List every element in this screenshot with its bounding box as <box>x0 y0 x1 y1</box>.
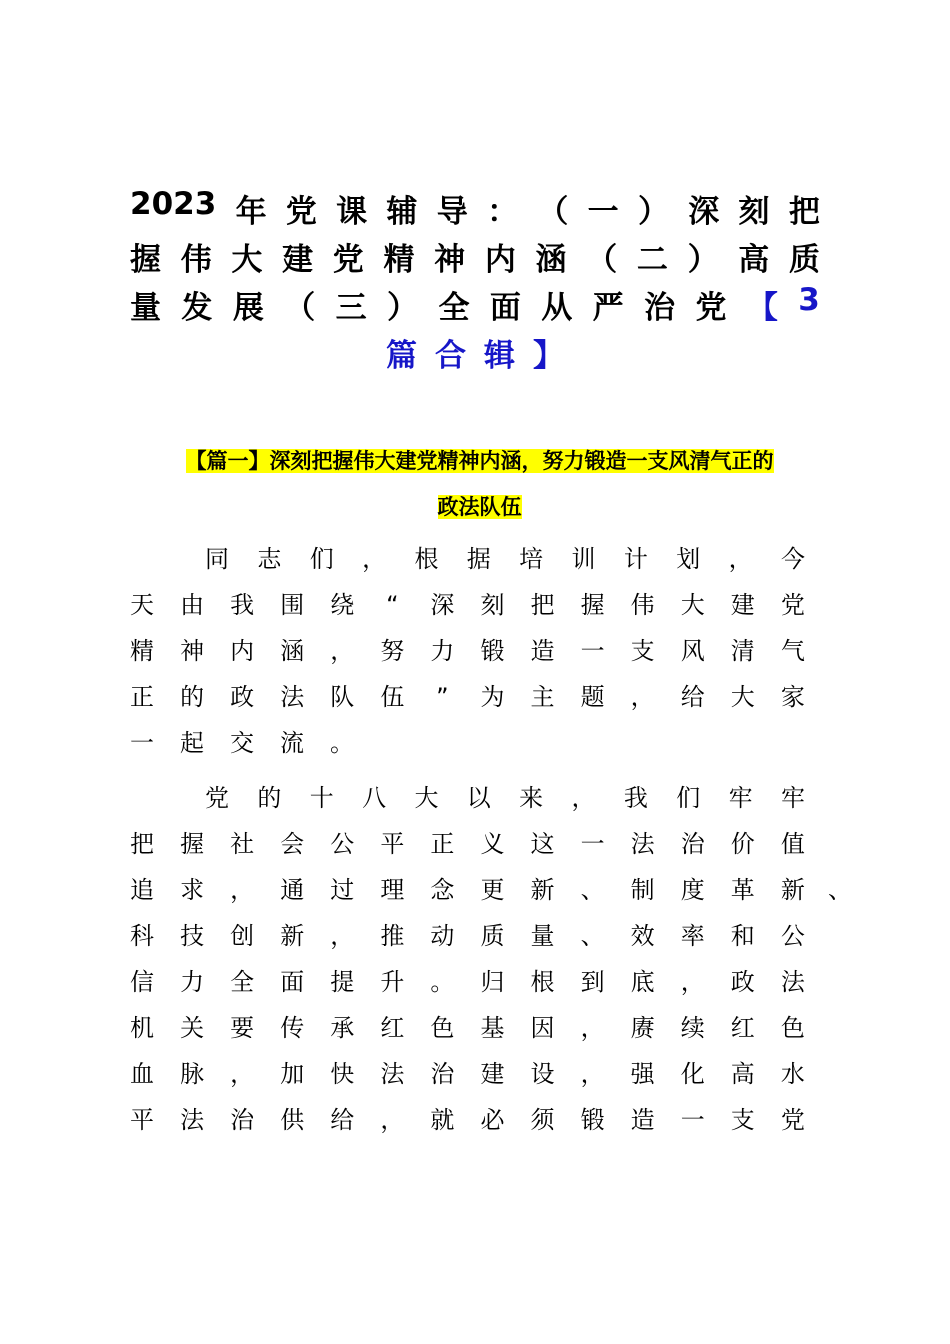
glyph: 培 <box>519 545 544 573</box>
glyph: 训 <box>571 545 596 573</box>
glyph: 全 <box>438 290 470 326</box>
glyph: 建 <box>730 591 755 619</box>
glyph: 面 <box>280 968 305 996</box>
glyph: 造 <box>630 1106 655 1134</box>
glyph: 必 <box>480 1106 505 1134</box>
glyph: 治 <box>680 830 705 858</box>
glyph: “ <box>386 591 399 619</box>
glyph: 红 <box>730 1014 755 1042</box>
glyph: 全 <box>230 968 255 996</box>
glyph: 牢 <box>780 784 805 812</box>
glyph: 色 <box>430 1014 455 1042</box>
glyph: 家 <box>780 683 805 711</box>
glyph: 平 <box>130 1106 154 1134</box>
title-line-4 <box>130 330 820 375</box>
glyph: 因 <box>530 1014 555 1042</box>
glyph: 神 <box>434 242 466 278</box>
glyph: 精 <box>130 637 154 665</box>
glyph: 建 <box>480 1060 505 1088</box>
glyph: 治 <box>430 1060 455 1088</box>
glyph: 神 <box>180 637 205 665</box>
glyph: 加 <box>280 1060 305 1088</box>
glyph: 高 <box>738 242 770 278</box>
glyph: ） <box>687 242 719 278</box>
glyph: 严 <box>592 290 624 326</box>
glyph: 们 <box>676 784 701 812</box>
glyph: 通 <box>280 876 305 904</box>
glyph: 天 <box>130 591 154 619</box>
glyph: 内 <box>484 242 516 278</box>
glyph: 高 <box>730 1060 755 1088</box>
glyph: 风 <box>680 637 705 665</box>
glyph: 的 <box>257 784 282 812</box>
glyph: 度 <box>680 876 705 904</box>
glyph: 大 <box>231 242 263 278</box>
glyph: ， <box>728 545 753 573</box>
glyph: 底 <box>630 968 655 996</box>
glyph: 治 <box>644 290 676 326</box>
glyph: 课 <box>336 194 368 230</box>
glyph: 刻 <box>480 591 505 619</box>
glyph: 锻 <box>580 1106 605 1134</box>
glyph: 发 <box>181 290 213 326</box>
glyph: 来 <box>519 784 544 812</box>
glyph: 科 <box>130 922 154 950</box>
glyph: ， <box>230 876 255 904</box>
paragraph-2-line-7 <box>130 1059 805 1089</box>
glyph: ） <box>387 290 419 326</box>
glyph: 治 <box>230 1106 255 1134</box>
paragraph-2-line-6 <box>130 1013 805 1043</box>
glyph: 供 <box>280 1106 305 1134</box>
glyph: 涵 <box>535 242 567 278</box>
glyph: 支 <box>730 1106 755 1134</box>
glyph: 为 <box>480 683 505 711</box>
glyph: 根 <box>530 968 555 996</box>
glyph: 牢 <box>728 784 753 812</box>
paragraph-1-line-5 <box>130 728 805 758</box>
glyph: 握 <box>180 830 205 858</box>
glyph: 今 <box>780 545 805 573</box>
glyph: ， <box>571 784 596 812</box>
glyph: 党 <box>780 1106 805 1134</box>
glyph: 革 <box>730 876 755 904</box>
glyph: 归 <box>480 968 505 996</box>
glyph: 深 <box>430 591 455 619</box>
glyph: 会 <box>280 830 305 858</box>
section-heading-line-2 <box>127 492 832 522</box>
glyph: 更 <box>480 876 505 904</box>
section-heading-line-1 <box>127 446 832 476</box>
glyph: 深 <box>688 194 720 230</box>
glyph: 一 <box>680 1106 705 1134</box>
glyph: 新 <box>280 922 305 950</box>
glyph: 绕 <box>330 591 355 619</box>
paragraph-1-line-3 <box>130 636 805 666</box>
glyph: 流 <box>280 729 304 757</box>
glyph: 量 <box>130 290 161 326</box>
glyph: 交 <box>230 729 254 757</box>
glyph: 就 <box>430 1106 455 1134</box>
glyph: （ <box>537 194 569 230</box>
glyph: 队 <box>330 683 355 711</box>
glyph: 给 <box>330 1106 355 1134</box>
section-heading-text-1: 【篇一】深刻把握伟大建党精神内涵，努力锻造一支风清气正的 <box>185 449 774 473</box>
glyph: 根 <box>414 545 439 573</box>
glyph-accent: 【 <box>746 290 778 326</box>
paragraph-2-line-3 <box>130 875 805 905</box>
glyph: 把 <box>130 830 154 858</box>
glyph: 篇 <box>386 338 417 374</box>
glyph: 技 <box>180 922 205 950</box>
glyph: 辑 <box>484 338 515 374</box>
glyph: 这 <box>530 830 555 858</box>
glyph: ） <box>637 194 669 230</box>
glyph: ： <box>487 194 519 230</box>
glyph: 设 <box>530 1060 555 1088</box>
glyph: 率 <box>680 922 705 950</box>
glyph: 新 <box>530 876 555 904</box>
glyph: 力 <box>430 637 455 665</box>
glyph: 义 <box>480 830 505 858</box>
glyph: 握 <box>580 591 605 619</box>
glyph: 化 <box>680 1060 705 1088</box>
glyph: 伟 <box>630 591 655 619</box>
glyph: 法 <box>280 683 305 711</box>
glyph: 握 <box>130 242 161 278</box>
glyph: 志 <box>257 545 282 573</box>
glyph: 我 <box>623 784 648 812</box>
glyph: 续 <box>680 1014 705 1042</box>
glyph-accent: 3 <box>798 282 820 318</box>
glyph: 涵 <box>280 637 305 665</box>
glyph: ， <box>230 1060 255 1088</box>
glyph: 、 <box>580 922 605 950</box>
glyph: 求 <box>180 876 205 904</box>
paragraph-2-line-4 <box>130 921 805 951</box>
glyph: 须 <box>530 1106 555 1134</box>
glyph: ， <box>380 1106 405 1134</box>
glyph: 法 <box>630 830 655 858</box>
glyph: 二 <box>636 242 668 278</box>
glyph: 造 <box>530 637 555 665</box>
glyph: 们 <box>309 545 334 573</box>
glyph: 动 <box>430 922 455 950</box>
glyph: 创 <box>230 922 255 950</box>
glyph: ， <box>580 1014 605 1042</box>
glyph: 围 <box>280 591 305 619</box>
glyph: 水 <box>780 1060 805 1088</box>
glyph: 值 <box>780 830 805 858</box>
glyph: ， <box>680 968 705 996</box>
glyph: 公 <box>780 922 805 950</box>
paragraph-2-line-2 <box>130 829 805 859</box>
glyph: 把 <box>788 194 820 230</box>
glyph: 强 <box>630 1060 655 1088</box>
title-line-2 <box>130 234 820 279</box>
glyph: 把 <box>530 591 555 619</box>
glyph: 十 <box>309 784 334 812</box>
glyph: 据 <box>466 545 491 573</box>
glyph: 的 <box>180 683 205 711</box>
paragraph-1-line-4 <box>130 682 805 712</box>
glyph: 承 <box>330 1014 355 1042</box>
glyph: 辅 <box>386 194 418 230</box>
glyph: 机 <box>130 1014 154 1042</box>
glyph: 清 <box>730 637 755 665</box>
glyph: 脉 <box>180 1060 205 1088</box>
glyph: 赓 <box>630 1014 655 1042</box>
glyph: 正 <box>430 830 455 858</box>
glyph: 党 <box>780 591 805 619</box>
glyph: 伍 <box>380 683 405 711</box>
title-line-3 <box>130 282 820 327</box>
glyph: 质 <box>480 922 505 950</box>
paragraph-2-line-5 <box>130 967 805 997</box>
glyph: 政 <box>230 683 255 711</box>
glyph: 质 <box>788 242 820 278</box>
glyph: 党 <box>695 290 727 326</box>
glyph: （ <box>586 242 618 278</box>
glyph: ， <box>630 683 655 711</box>
glyph: 力 <box>180 968 205 996</box>
glyph: ， <box>362 545 387 573</box>
glyph: 精 <box>383 242 415 278</box>
glyph: 社 <box>230 830 255 858</box>
glyph: 题 <box>580 683 605 711</box>
glyph: 色 <box>780 1014 805 1042</box>
glyph: 一 <box>130 729 154 757</box>
glyph: 理 <box>380 876 405 904</box>
glyph: 提 <box>330 968 355 996</box>
glyph: 我 <box>230 591 255 619</box>
glyph: 三 <box>335 290 367 326</box>
glyph: 一 <box>580 830 605 858</box>
glyph: 同 <box>205 545 229 573</box>
glyph: 法 <box>380 1060 405 1088</box>
title-line-1 <box>130 186 820 231</box>
glyph: 计 <box>623 545 648 573</box>
glyph: 价 <box>730 830 755 858</box>
glyph: 建 <box>282 242 314 278</box>
glyph: 年 <box>235 194 267 230</box>
glyph: 展 <box>232 290 264 326</box>
glyph: 传 <box>280 1014 305 1042</box>
glyph: 内 <box>230 637 255 665</box>
glyph: 政 <box>730 968 755 996</box>
glyph: 一 <box>587 194 619 230</box>
glyph: 。 <box>430 968 455 996</box>
glyph: 党 <box>285 194 317 230</box>
glyph: 八 <box>362 784 387 812</box>
glyph: 基 <box>480 1014 505 1042</box>
glyph: ， <box>580 1060 605 1088</box>
glyph: 过 <box>330 876 355 904</box>
glyph: 正 <box>130 683 154 711</box>
paragraph-1-line-1 <box>205 544 805 574</box>
glyph: 快 <box>330 1060 355 1088</box>
glyph: 到 <box>580 968 605 996</box>
glyph: 主 <box>530 683 555 711</box>
glyph: 推 <box>380 922 405 950</box>
glyph: 信 <box>130 968 154 996</box>
glyph: 面 <box>489 290 521 326</box>
paragraph-2-overhang-comma: 、 <box>828 876 852 904</box>
glyph: 量 <box>530 922 555 950</box>
glyph: 】 <box>533 338 564 374</box>
glyph: 要 <box>230 1014 255 1042</box>
glyph: 升 <box>380 968 405 996</box>
glyph: 2023 <box>130 186 217 222</box>
glyph: 大 <box>414 784 439 812</box>
glyph: 党 <box>332 242 364 278</box>
glyph: 以 <box>466 784 491 812</box>
glyph: 由 <box>180 591 205 619</box>
glyph: 关 <box>180 1014 205 1042</box>
glyph: 刻 <box>738 194 770 230</box>
glyph: 、 <box>580 876 605 904</box>
paragraph-2-line-8 <box>130 1105 805 1135</box>
glyph: 大 <box>730 683 755 711</box>
section-heading-text-2: 政法队伍 <box>437 495 522 519</box>
glyph: 伟 <box>180 242 212 278</box>
paragraph-1-line-2 <box>130 590 805 620</box>
glyph: 法 <box>780 968 805 996</box>
glyph: 气 <box>780 637 805 665</box>
glyph: 平 <box>380 830 405 858</box>
glyph: 锻 <box>480 637 505 665</box>
glyph: 从 <box>541 290 573 326</box>
glyph: 念 <box>430 876 455 904</box>
glyph: 努 <box>380 637 405 665</box>
glyph: 法 <box>180 1106 205 1134</box>
glyph: 和 <box>730 922 755 950</box>
glyph: ， <box>330 922 355 950</box>
glyph: 划 <box>676 545 701 573</box>
glyph: 红 <box>380 1014 405 1042</box>
glyph: ， <box>330 637 355 665</box>
glyph: 追 <box>130 876 154 904</box>
glyph: 新 <box>780 876 805 904</box>
glyph: 导 <box>436 194 468 230</box>
glyph: ” <box>436 683 449 711</box>
glyph: （ <box>284 290 316 326</box>
paragraph-2-line-1 <box>205 783 805 813</box>
glyph: 党 <box>205 784 229 812</box>
glyph: 支 <box>630 637 655 665</box>
glyph: 。 <box>330 729 354 757</box>
glyph: 效 <box>630 922 655 950</box>
glyph: 公 <box>330 830 355 858</box>
glyph: 合 <box>435 338 466 374</box>
glyph: 给 <box>680 683 705 711</box>
glyph: 血 <box>130 1060 154 1088</box>
glyph: 大 <box>680 591 705 619</box>
glyph: 制 <box>630 876 655 904</box>
glyph: 起 <box>180 729 204 757</box>
glyph: 一 <box>580 637 605 665</box>
